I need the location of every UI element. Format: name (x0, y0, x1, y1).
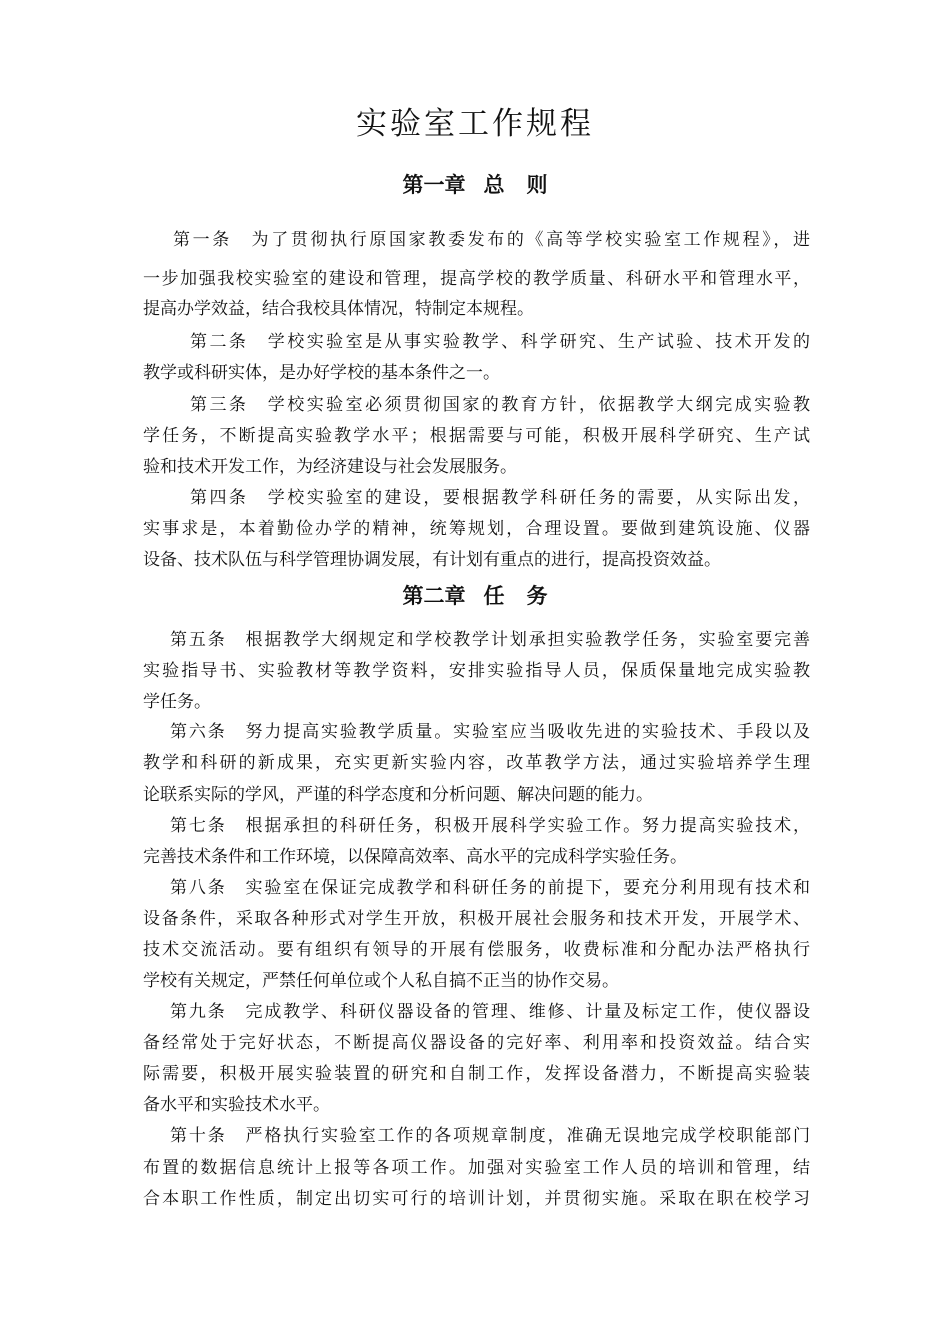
text-line: 第一条 为了贯彻执行原国家教委发布的《高等学校实验室工作规程》，进 (173, 230, 810, 250)
text-line: 技术交流活动。要有组织有领导的开展有偿服务，收费标准和分配办法严格执行 (143, 940, 810, 960)
chapter-heading-1 (0, 170, 950, 200)
text-line: 一步加强我校实验室的建设和管理，提高学校的教学质量、科研水平和管理水平， (143, 269, 810, 289)
text-line: 论联系实际的学风，严谨的科学态度和分析问题、解决问题的能力。 (143, 785, 653, 805)
text-line: 学任务，不断提高实验教学水平；根据需要与可能，积极开展科学研究、生产试 (143, 426, 810, 446)
chapter-name-char: 任 (483, 584, 505, 608)
text-line: 教学和科研的新成果，充实更新实验内容，改革教学方法，通过实验培养学生理 (143, 753, 810, 773)
chapter-name-char: 则 (526, 173, 548, 197)
text-line: 实验指导书、实验教材等教学资料，安排实验指导人员，保质保量地完成实验教 (143, 661, 810, 681)
text-line: 第五条 根据教学大纲规定和学校教学计划承担实验教学任务，实验室要完善 (170, 630, 810, 650)
chapter-number: 第二章 (402, 584, 466, 608)
text-line: 完善技术条件和工作环境，以保障高效率、高水平的完成科学实验任务。 (143, 847, 687, 867)
text-line: 第七条 根据承担的科研任务，积极开展科学实验工作。努力提高实验技术， (170, 816, 810, 836)
text-line: 提高办学效益，结合我校具体情况，特制定本规程。 (143, 299, 534, 319)
text-line: 第八条 实验室在保证完成教学和科研任务的前提下，要充分利用现有技术和 (170, 878, 810, 898)
document-title: 实验室工作规程 (356, 106, 594, 142)
text-line: 第九条 完成教学、科研仪器设备的管理、维修、计量及标定工作，使仪器设 (170, 1002, 810, 1022)
text-line: 第三条 学校实验室必须贯彻国家的教育方针，依据教学大纲完成实验教 (190, 395, 810, 415)
chapter-heading-2 (0, 581, 950, 611)
text-line: 合本职工作性质，制定出切实可行的培训计划，并贯彻实施。采取在职在校学习 (143, 1189, 810, 1209)
text-line: 教学或科研实体，是办好学校的基本条件之一。 (143, 363, 500, 383)
text-line: 第二条 学校实验室是从事实验教学、科学研究、生产试验、技术开发的 (190, 332, 810, 352)
text-line: 学校有关规定，严禁任何单位或个人私自搞不正当的协作交易。 (143, 971, 619, 991)
text-line: 第六条 努力提高实验教学质量。实验室应当吸收先进的实验技术、手段以及 (170, 722, 810, 742)
text-line: 设备条件，采取各种形式对学生开放，积极开展社会服务和技术开发，开展学术、 (143, 909, 810, 929)
text-line: 实事求是，本着勤俭办学的精神，统筹规划，合理设置。要做到建筑设施、仪器 (143, 519, 810, 539)
text-line: 设备、技术队伍与科学管理协调发展，有计划有重点的进行，提高投资效益。 (143, 550, 721, 570)
text-line: 第四条 学校实验室的建设，要根据教学科研任务的需要，从实际出发， (190, 488, 810, 508)
chapter-number: 第一章 (402, 173, 466, 197)
text-line: 际需要，积极开展实验装置的研究和自制工作，发挥设备潜力，不断提高实验装 (143, 1064, 810, 1084)
text-line: 验和技术开发工作，为经济建设与社会发展服务。 (143, 457, 517, 477)
chapter-name-char: 务 (526, 584, 548, 608)
text-line: 备经常处于完好状态，不断提高仪器设备的完好率、利用率和投资效益。结合实 (143, 1033, 810, 1053)
text-line: 布置的数据信息统计上报等各项工作。加强对实验室工作人员的培训和管理，结 (143, 1158, 810, 1178)
text-line: 备水平和实验技术水平。 (143, 1095, 330, 1115)
text-line: 第十条 严格执行实验室工作的各项规章制度，准确无误地完成学校职能部门 (170, 1126, 810, 1146)
chapter-name-char: 总 (483, 173, 505, 197)
text-line: 学任务。 (143, 692, 211, 712)
